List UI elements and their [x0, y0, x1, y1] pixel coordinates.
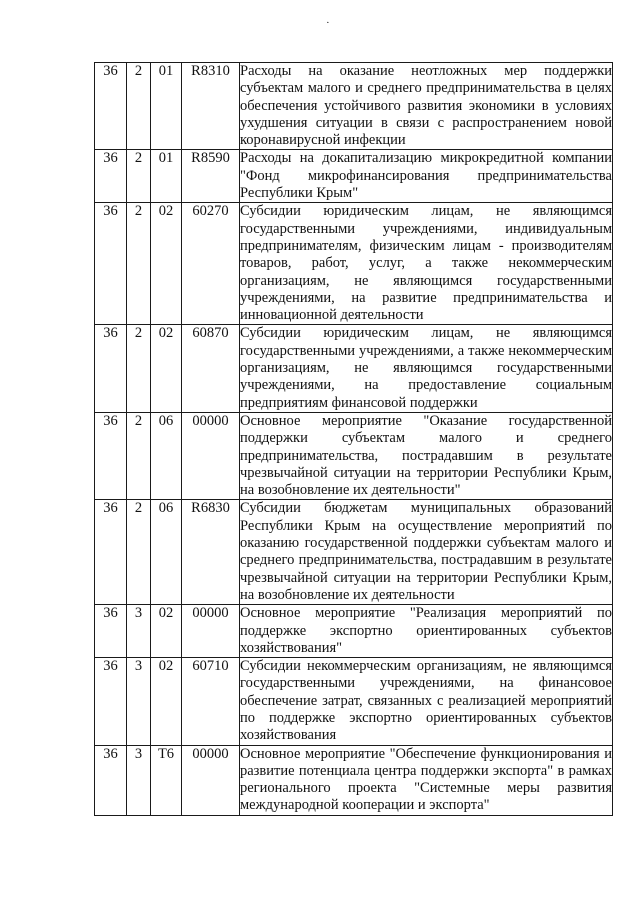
subprogram-code-cell: 2	[127, 63, 151, 150]
description-cell: Субсидии юридическим лицам, не являющимся государственными учреждениями, а также некоммерческим организациям, не являющимся государственными учреждениями, на предоставление социальным предприятиям финансовой поддержки	[240, 325, 612, 411]
table-row	[95, 500, 613, 605]
ministry-code-cell: 36	[95, 500, 127, 605]
expense-code-cell: R8590	[182, 150, 240, 203]
event-code-cell: 02	[151, 658, 182, 745]
subprogram-code-cell: 2	[127, 203, 151, 325]
table-row	[95, 605, 613, 658]
table-row	[95, 203, 613, 325]
expense-code-cell: 00000	[182, 412, 240, 499]
table-row	[95, 63, 613, 150]
event-code-cell: 01	[151, 63, 182, 150]
subprogram-code-cell: 3	[127, 605, 151, 658]
subprogram-code-cell: 2	[127, 412, 151, 499]
description-cell: Основное мероприятие "Реализация мероприятий по поддержке экспортно ориентированных субъектов хозяйствования"	[240, 605, 612, 656]
event-code-cell: Т6	[151, 745, 182, 815]
ministry-code-cell: 36	[95, 150, 127, 203]
table-row	[95, 412, 613, 499]
description-cell: Расходы на оказание неотложных мер поддержки субъектам малого и среднего предпринимательства в целях обеспечения устойчивого развития экономики в условиях ухудшения ситуации в связи с распространением новой коронавирусной инфекции	[240, 63, 612, 149]
expense-code-cell: R6830	[182, 500, 240, 605]
event-code-cell: 02	[151, 203, 182, 325]
event-code-cell: 02	[151, 325, 182, 412]
description-cell: Субсидии бюджетам муниципальных образований Республики Крым на осуществление мероприятий по оказанию государственной поддержки субъектам малого и среднего предпринимательства, пострадавшим в результате чрезвычайной ситуации на территории Республики Крым, на возобновление их деятельности	[240, 500, 612, 603]
event-code-cell: 06	[151, 500, 182, 605]
table-row	[95, 745, 613, 815]
ministry-code-cell: 36	[95, 203, 127, 325]
description-cell: Субсидии юридическим лицам, не являющимся государственными учреждениями, индивидуальным предпринимателям, физическим лицам - производителям товаров, работ, услуг, а также некоммерческим организациям, не являющимся государственными учреждениями, на развитие предпринимательства и инновационной деятельности	[240, 203, 612, 324]
ministry-code-cell: 36	[95, 63, 127, 150]
budget-classification-table	[94, 62, 613, 816]
expense-code-cell: 60870	[182, 325, 240, 412]
expense-code-cell: 60710	[182, 658, 240, 745]
subprogram-code-cell: 2	[127, 500, 151, 605]
description-cell: Расходы на докапитализацию микрокредитной компании "Фонд микрофинансирования предпринимательства Республики Крым"	[240, 150, 612, 202]
subprogram-code-cell: 3	[127, 658, 151, 745]
event-code-cell: 06	[151, 412, 182, 499]
ministry-code-cell: 36	[95, 325, 127, 412]
description-cell: Субсидии некоммерческим организациям, не являющимся государственными учреждениями, на финансовое обеспечение затрат, связанных с реализацией мероприятий по поддержке экспортно ориентированных субъектов хозяйствования	[240, 658, 612, 744]
subprogram-code-cell: 3	[127, 745, 151, 815]
subprogram-code-cell: 2	[127, 150, 151, 203]
ministry-code-cell: 36	[95, 412, 127, 499]
ministry-code-cell: 36	[95, 658, 127, 745]
table-row	[95, 658, 613, 745]
description-cell: Основное мероприятие "Обеспечение функционирования и развитие потенциала центра поддержки экспорта" в рамках регионального проекта "Системные меры развития международной кооперации и экспорта"	[240, 745, 612, 814]
table-row	[95, 150, 613, 203]
subprogram-code-cell: 2	[127, 325, 151, 412]
table-row	[95, 325, 613, 412]
expense-code-cell: 00000	[182, 745, 240, 815]
expense-code-cell: 00000	[182, 605, 240, 658]
ministry-code-cell: 36	[95, 745, 127, 815]
expense-code-cell: 60270	[182, 203, 240, 325]
event-code-cell: 02	[151, 605, 182, 658]
description-cell: Основное мероприятие "Оказание государственной поддержки субъектам малого и среднего предпринимательства, пострадавшим в результате чрезвычайной ситуации на территории Республики Крым, на возобновление их деятельности"	[240, 412, 612, 499]
page-mark: ·	[326, 17, 330, 29]
expense-code-cell: R8310	[182, 63, 240, 150]
ministry-code-cell: 36	[95, 605, 127, 658]
event-code-cell: 01	[151, 150, 182, 203]
